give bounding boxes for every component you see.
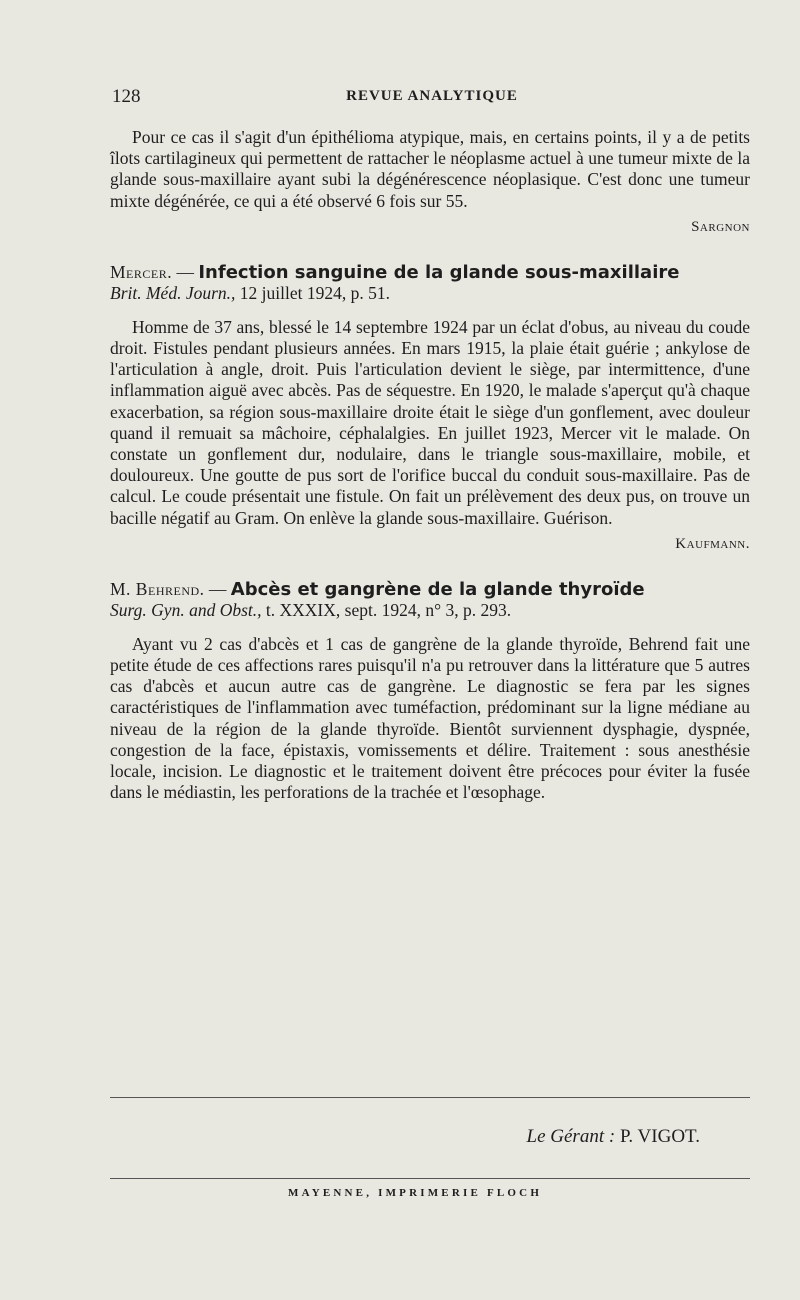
article-paragraph: Pour ce cas il s'agit d'un épithélioma atypique, mais, en certains points, il y a de petits îlots cartilagineux qui permettent de rattacher le néoplasme actuel à une tumeur mixte de la glande sous-maxillaire ayant subi la dégénérescence néoplasique. C'est donc une tumeur mixte dégénérée, ce qui a été observé 6 fois sur 55. <box>110 127 750 211</box>
citation-journal: Brit. Méd. Journ., <box>110 283 236 304</box>
article-mercer <box>110 262 750 554</box>
footer-rule-bottom <box>110 1178 750 1179</box>
gerant-label: Le Gérant : <box>526 1126 616 1147</box>
gerant-line <box>110 1126 700 1148</box>
page-content <box>110 127 750 803</box>
page-header <box>112 86 752 110</box>
heading-dash: — <box>172 261 199 282</box>
citation-journal: Surg. Gyn. and Obst., <box>110 600 262 621</box>
article-title: Infection sanguine de la glande sous-maxillaire <box>198 261 680 283</box>
imprint-text: MAYENNE, IMPRIMERIE FLOCH <box>288 1187 543 1199</box>
article-citation <box>110 283 390 303</box>
article-heading <box>110 262 750 305</box>
heading-dash: — <box>204 578 231 599</box>
footer-rule-top <box>110 1097 750 1098</box>
article-paragraph: Homme de 37 ans, blessé le 14 septembre 1924 par un éclat d'obus, au niveau du coude droit. Fistules pendant plusieurs années. En mars 1915, la plaie était guérie ; ankylose de l'articulation à angle, droit. Puis l'articulation devient le siège, par intermittence, d'une inflammation aiguë avec abcès. Pas de séquestre. En 1920, le malade s'aperçut qu'à chaque exacerbation, sa région sous-maxillaire droite était le siège d'un gonflement, avec douleur quand il remuait sa mâchoire, céphalalgies. En juillet 1923, Mercer vit le malade. On constate un gonflement dur, nodulaire, dans le triangle sous-maxillaire, mobile, et douloureux. Une goutte de pus sort de l'orifice buccal du conduit sous-maxillaire. Pas de calcul. Le coude présentait une fistule. On fait un prélèvement des deux pus, on trouve un bacille négatif au Gram. On enlève la glande sous-maxillaire. Guérison. <box>110 316 750 528</box>
printer-imprint <box>110 1187 750 1199</box>
article-citation <box>110 600 511 620</box>
citation-details: 12 juillet 1924, p. 51. <box>235 283 390 304</box>
running-head: REVUE ANALYTIQUE <box>346 88 518 104</box>
gerant-name: P. VIGOT. <box>615 1126 700 1147</box>
article-title: Abcès et gangrène de la glande thyroïde <box>230 578 645 600</box>
page-number: 128 <box>112 86 141 107</box>
article-author: Mercer. <box>110 261 173 282</box>
article-sargnon <box>110 127 750 237</box>
article-author: M. Behrend. <box>110 578 205 599</box>
article-paragraph: Ayant vu 2 cas d'abcès et 1 cas de gangrène de la glande thyroïde, Behrend fait une petite étude de ces affections rares puisqu'il n'a pu retrouver dans la littérature que 5 autres cas d'abcès et aucun autre cas de gangrène. Le diagnostic se fera par les signes caractéristiques de l'inflammation avec tuméfaction, prédominant sur la ligne médiane au niveau de la région de la glande thyroïde. Bientôt surviennent dysphagie, dyspnée, congestion de la face, épistaxis, vomissements et délire. Traitement : sous anesthésie locale, incision. Le diagnostic et le traitement doivent être précoces pour éviter la fusée dans le médiastin, les perforations de la trachée et l'œsophage. <box>110 633 750 803</box>
article-behrend <box>110 579 750 804</box>
citation-details: t. XXXIX, sept. 1924, n° 3, p. 293. <box>261 600 512 621</box>
article-signature: Kaufmann. <box>675 535 750 552</box>
article-signature: Sargnon <box>691 218 750 235</box>
article-heading <box>110 579 750 622</box>
